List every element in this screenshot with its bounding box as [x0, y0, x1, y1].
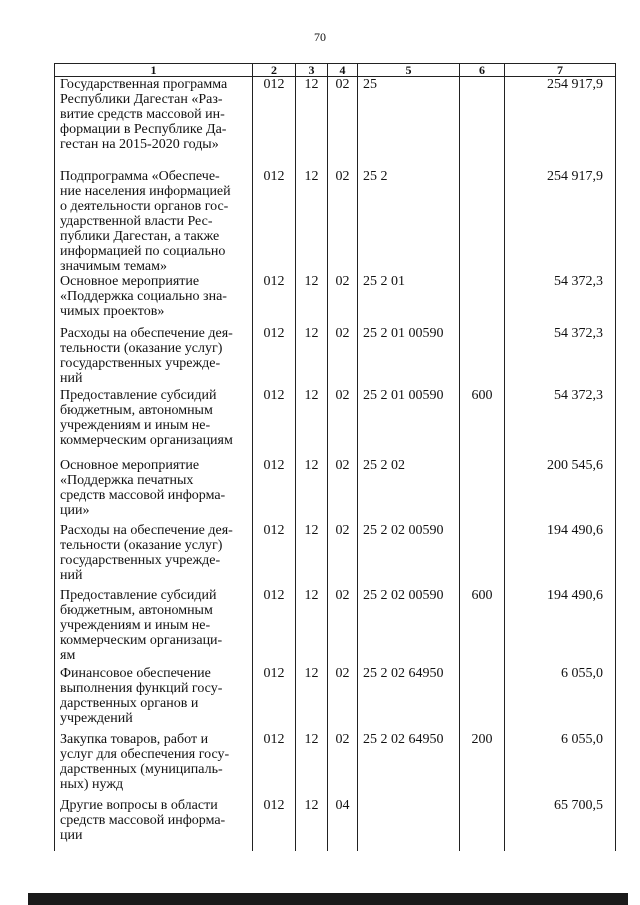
- cell-subsection: 02: [328, 458, 358, 523]
- cell-amount: 54 372,3: [505, 326, 616, 388]
- cell-subsection: 02: [328, 732, 358, 798]
- column-header-4: 4: [328, 64, 358, 77]
- table-row: [55, 666, 616, 732]
- cell-target-article: 25 2 02 64950: [358, 732, 460, 798]
- cell-section: 12: [296, 588, 328, 666]
- cell-target-article: 25 2 02: [358, 458, 460, 523]
- cell-subsection: 02: [328, 326, 358, 388]
- table-row: [55, 326, 616, 388]
- cell-subsection: 02: [328, 588, 358, 666]
- cell-amount: 54 372,3: [505, 274, 616, 326]
- column-header-6: 6: [460, 64, 505, 77]
- cell-amount: 200 545,6: [505, 458, 616, 523]
- column-header-5: 5: [358, 64, 460, 77]
- cell-target-article: 25 2 01 00590: [358, 388, 460, 458]
- cell-ministry: 012: [253, 732, 296, 798]
- cell-subsection: 02: [328, 169, 358, 274]
- budget-table: [54, 63, 616, 851]
- cell-target-article: 25 2: [358, 169, 460, 274]
- cell-ministry: 012: [253, 326, 296, 388]
- table-row: [55, 77, 616, 169]
- cell-amount: 254 917,9: [505, 77, 616, 169]
- cell-section: 12: [296, 77, 328, 169]
- cell-subsection: 02: [328, 388, 358, 458]
- table-row: [55, 169, 616, 274]
- table-row: [55, 732, 616, 798]
- cell-ministry: 012: [253, 588, 296, 666]
- cell-expense-type: [460, 458, 505, 523]
- table-row: [55, 458, 616, 523]
- cell-target-article: 25 2 02 00590: [358, 588, 460, 666]
- cell-amount: 6 055,0: [505, 732, 616, 798]
- cell-amount: 65 700,5: [505, 798, 616, 852]
- cell-section: 12: [296, 798, 328, 852]
- row-name: Закупка товаров, работ и услуг для обеспечения госу- дарственных (муниципаль- ных) нужд: [55, 732, 253, 798]
- cell-ministry: 012: [253, 77, 296, 169]
- row-name: Подпрограмма «Обеспече- ние населения информацией о деятельности органов гос- ударственной власти Рес- публики Дагестан, а также информацией по социально значимым темам»: [55, 169, 253, 274]
- cell-amount: 254 917,9: [505, 169, 616, 274]
- cell-ministry: 012: [253, 798, 296, 852]
- cell-section: 12: [296, 169, 328, 274]
- cell-expense-type: 200: [460, 732, 505, 798]
- cell-amount: 54 372,3: [505, 388, 616, 458]
- cell-ministry: 012: [253, 523, 296, 588]
- cell-subsection: 02: [328, 77, 358, 169]
- row-name: Государственная программа Республики Дагестан «Раз- витие средств массовой ин- формации в Республике Да- гестан на 2015-2020 годы»: [55, 77, 253, 169]
- row-name: Расходы на обеспечение дея- тельности (оказание услуг) государственных учрежде- ний: [55, 523, 253, 588]
- cell-amount: 194 490,6: [505, 588, 616, 666]
- cell-section: 12: [296, 666, 328, 732]
- row-name: Основное мероприятие «Поддержка печатных средств массовой информа- ции»: [55, 458, 253, 523]
- cell-subsection: 02: [328, 274, 358, 326]
- cell-ministry: 012: [253, 458, 296, 523]
- table-row: [55, 388, 616, 458]
- column-header-2: 2: [253, 64, 296, 77]
- column-header-7: 7: [505, 64, 616, 77]
- cell-target-article: 25: [358, 77, 460, 169]
- cell-expense-type: 600: [460, 588, 505, 666]
- cell-subsection: 02: [328, 523, 358, 588]
- table-row: [55, 798, 616, 852]
- table-row: [55, 274, 616, 326]
- cell-expense-type: [460, 274, 505, 326]
- row-name: Предоставление субсидий бюджетным, автономным учреждениям и иным не- коммерческим организациям: [55, 388, 253, 458]
- cell-section: 12: [296, 326, 328, 388]
- row-name: Основное мероприятие «Поддержка социально зна- чимых проектов»: [55, 274, 253, 326]
- cell-ministry: 012: [253, 274, 296, 326]
- cell-target-article: [358, 798, 460, 852]
- cell-expense-type: [460, 523, 505, 588]
- cell-section: 12: [296, 458, 328, 523]
- cell-ministry: 012: [253, 169, 296, 274]
- cell-target-article: 25 2 01 00590: [358, 326, 460, 388]
- cell-amount: 194 490,6: [505, 523, 616, 588]
- cell-ministry: 012: [253, 388, 296, 458]
- cell-section: 12: [296, 523, 328, 588]
- row-name: Другие вопросы в области средств массовой информа- ции: [55, 798, 253, 852]
- row-name: Финансовое обеспечение выполнения функций госу- дарственных органов и учреждений: [55, 666, 253, 732]
- page-number: 70: [314, 30, 326, 44]
- cell-target-article: 25 2 02 00590: [358, 523, 460, 588]
- cell-expense-type: [460, 77, 505, 169]
- cell-target-article: 25 2 02 64950: [358, 666, 460, 732]
- table-row: [55, 523, 616, 588]
- row-name: Предоставление субсидий бюджетным, автономным учреждениям и иным не- коммерческим организаци- ям: [55, 588, 253, 666]
- cell-section: 12: [296, 274, 328, 326]
- cell-expense-type: 600: [460, 388, 505, 458]
- header-row: [55, 64, 616, 77]
- table-row: [55, 588, 616, 666]
- cell-expense-type: [460, 666, 505, 732]
- cell-target-article: 25 2 01: [358, 274, 460, 326]
- cell-expense-type: [460, 326, 505, 388]
- column-header-3: 3: [296, 64, 328, 77]
- cell-amount: 6 055,0: [505, 666, 616, 732]
- cell-expense-type: [460, 169, 505, 274]
- cell-section: 12: [296, 732, 328, 798]
- cell-subsection: 02: [328, 666, 358, 732]
- row-name: Расходы на обеспечение дея- тельности (оказание услуг) государственных учрежде- ний: [55, 326, 253, 388]
- column-header-1: 1: [55, 64, 253, 77]
- cell-section: 12: [296, 388, 328, 458]
- cell-expense-type: [460, 798, 505, 852]
- cell-ministry: 012: [253, 666, 296, 732]
- cell-subsection: 04: [328, 798, 358, 852]
- scan-edge: [28, 893, 628, 905]
